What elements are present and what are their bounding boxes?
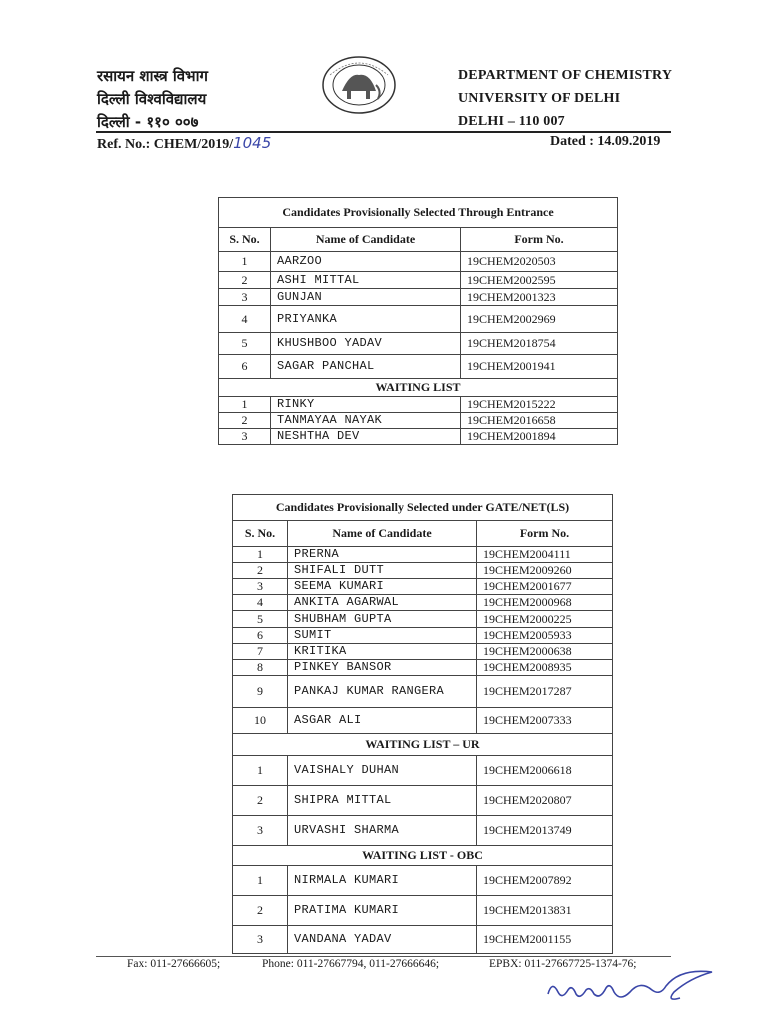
serial-number: 2	[233, 896, 288, 926]
phone-numbers: Phone: 011-27667794, 011-27666646;	[262, 958, 440, 970]
serial-number: 4	[233, 595, 288, 611]
table-caption: Candidates Provisionally Selected under GATE/NET(LS)	[233, 495, 613, 521]
candidate-name: URVASHI SHARMA	[288, 816, 477, 846]
serial-number: 4	[219, 306, 271, 333]
ref-handwritten: 1045	[233, 134, 272, 152]
serial-number: 2	[233, 786, 288, 816]
table-row	[219, 252, 618, 272]
table-row	[233, 644, 613, 660]
form-number: 19CHEM2007892	[477, 866, 613, 896]
candidate-name: KHUSHBOO YADAV	[271, 333, 461, 355]
serial-number: 1	[219, 252, 271, 272]
waiting-list-title: WAITING LIST	[219, 379, 618, 397]
form-number: 19CHEM2001894	[461, 429, 618, 445]
fax-number: Fax: 011-27666605;	[127, 958, 221, 970]
table-row	[233, 676, 613, 708]
col-header-form: Form No.	[461, 228, 618, 252]
form-number: 19CHEM2005933	[477, 628, 613, 644]
serial-number: 6	[233, 628, 288, 644]
form-number: 19CHEM2013831	[477, 896, 613, 926]
dept-name-hindi: रसायन शास्त्र विभाग	[97, 67, 208, 85]
form-number: 19CHEM2008935	[477, 660, 613, 676]
candidate-name: SEEMA KUMARI	[288, 579, 477, 595]
candidate-name: PRATIMA KUMARI	[288, 896, 477, 926]
form-number: 19CHEM2001677	[477, 579, 613, 595]
form-number: 19CHEM2001155	[477, 926, 613, 954]
col-header-sno: S. No.	[219, 228, 271, 252]
candidate-name: ASGAR ALI	[288, 708, 477, 734]
form-number: 19CHEM2018754	[461, 333, 618, 355]
candidate-name: TANMAYAA NAYAK	[271, 413, 461, 429]
university-seal-icon	[320, 55, 398, 115]
entrance-selection-table	[218, 197, 618, 445]
table-row	[219, 355, 618, 379]
table-row	[233, 816, 613, 846]
serial-number: 9	[233, 676, 288, 708]
form-number: 19CHEM2004111	[477, 547, 613, 563]
signature-icon	[540, 962, 720, 1012]
table-row	[219, 333, 618, 355]
table-row	[233, 926, 613, 954]
serial-number: 7	[233, 644, 288, 660]
candidate-name: GUNJAN	[271, 289, 461, 306]
candidate-name: PRERNA	[288, 547, 477, 563]
table-row	[233, 708, 613, 734]
serial-number: 3	[233, 579, 288, 595]
candidate-name: NIRMALA KUMARI	[288, 866, 477, 896]
table-row	[219, 289, 618, 306]
table-row	[233, 563, 613, 579]
serial-number: 3	[219, 429, 271, 445]
city-pin: DELHI – 110 007	[458, 114, 565, 129]
candidate-name: ASHI MITTAL	[271, 272, 461, 289]
serial-number: 5	[219, 333, 271, 355]
serial-number: 1	[233, 547, 288, 563]
candidate-name: PANKAJ KUMAR RANGERA	[288, 676, 477, 708]
table-caption: Candidates Provisionally Selected Through Entrance	[219, 198, 618, 228]
candidate-name: SHIFALI DUTT	[288, 563, 477, 579]
form-number: 19CHEM2017287	[477, 676, 613, 708]
candidate-name: NESHTHA DEV	[271, 429, 461, 445]
serial-number: 1	[233, 866, 288, 896]
form-number: 19CHEM2000225	[477, 611, 613, 628]
form-number: 19CHEM2007333	[477, 708, 613, 734]
col-header-form: Form No.	[477, 521, 613, 547]
table-row	[233, 660, 613, 676]
letterhead-divider	[96, 131, 671, 133]
serial-number: 10	[233, 708, 288, 734]
form-number: 19CHEM2020807	[477, 786, 613, 816]
form-number: 19CHEM2015222	[461, 397, 618, 413]
city-hindi: दिल्ली - ११० ००७	[97, 113, 199, 131]
ref-label: Ref. No.: CHEM/2019/	[97, 137, 234, 152]
table-row	[233, 628, 613, 644]
form-number: 19CHEM2002595	[461, 272, 618, 289]
table-row	[219, 306, 618, 333]
candidate-name: SHUBHAM GUPTA	[288, 611, 477, 628]
serial-number: 1	[233, 756, 288, 786]
candidate-name: VAISHALY DUHAN	[288, 756, 477, 786]
form-number: 19CHEM2006618	[477, 756, 613, 786]
form-number: 19CHEM2002969	[461, 306, 618, 333]
serial-number: 2	[219, 272, 271, 289]
table-row	[233, 579, 613, 595]
serial-number: 1	[219, 397, 271, 413]
date: Dated : 14.09.2019	[550, 134, 661, 149]
col-header-name: Name of Candidate	[271, 228, 461, 252]
candidate-name: ANKITA AGARWAL	[288, 595, 477, 611]
table-row	[233, 756, 613, 786]
table-row	[233, 786, 613, 816]
candidate-name: KRITIKA	[288, 644, 477, 660]
footer-divider	[96, 956, 671, 957]
reference-number	[97, 134, 271, 153]
candidate-name: PINKEY BANSOR	[288, 660, 477, 676]
serial-number: 8	[233, 660, 288, 676]
form-number: 19CHEM2016658	[461, 413, 618, 429]
form-number: 19CHEM2000638	[477, 644, 613, 660]
university-name-hindi: दिल्ली विश्वविद्यालय	[97, 90, 207, 108]
university-name: UNIVERSITY OF DELHI	[458, 91, 621, 106]
serial-number: 2	[219, 413, 271, 429]
table-row	[233, 866, 613, 896]
table-row	[219, 413, 618, 429]
dept-name: DEPARTMENT OF CHEMISTRY	[458, 68, 673, 83]
col-header-name: Name of Candidate	[288, 521, 477, 547]
candidate-name: SAGAR PANCHAL	[271, 355, 461, 379]
form-number: 19CHEM2009260	[477, 563, 613, 579]
form-number: 19CHEM2001941	[461, 355, 618, 379]
candidate-name: AARZOO	[271, 252, 461, 272]
form-number: 19CHEM2001323	[461, 289, 618, 306]
candidate-name: SHIPRA MITTAL	[288, 786, 477, 816]
table-row	[233, 611, 613, 628]
serial-number: 3	[219, 289, 271, 306]
candidate-name: RINKY	[271, 397, 461, 413]
table-row	[233, 547, 613, 563]
table-row	[219, 272, 618, 289]
serial-number: 2	[233, 563, 288, 579]
form-number: 19CHEM2000968	[477, 595, 613, 611]
form-number: 19CHEM2013749	[477, 816, 613, 846]
table-row	[233, 595, 613, 611]
table-row	[219, 397, 618, 413]
candidate-name: SUMIT	[288, 628, 477, 644]
gate-net-selection-table	[232, 494, 613, 954]
candidate-name: PRIYANKA	[271, 306, 461, 333]
table-row	[233, 896, 613, 926]
col-header-sno: S. No.	[233, 521, 288, 547]
serial-number: 3	[233, 926, 288, 954]
serial-number: 5	[233, 611, 288, 628]
waiting-list-ur-title: WAITING LIST – UR	[233, 734, 613, 756]
table-row	[219, 429, 618, 445]
epbx-number: EPBX: 011-27667725-1374-76;	[489, 958, 637, 970]
serial-number: 3	[233, 816, 288, 846]
serial-number: 6	[219, 355, 271, 379]
waiting-list-obc-title: WAITING LIST - OBC	[233, 846, 613, 866]
form-number: 19CHEM2020503	[461, 252, 618, 272]
candidate-name: VANDANA YADAV	[288, 926, 477, 954]
